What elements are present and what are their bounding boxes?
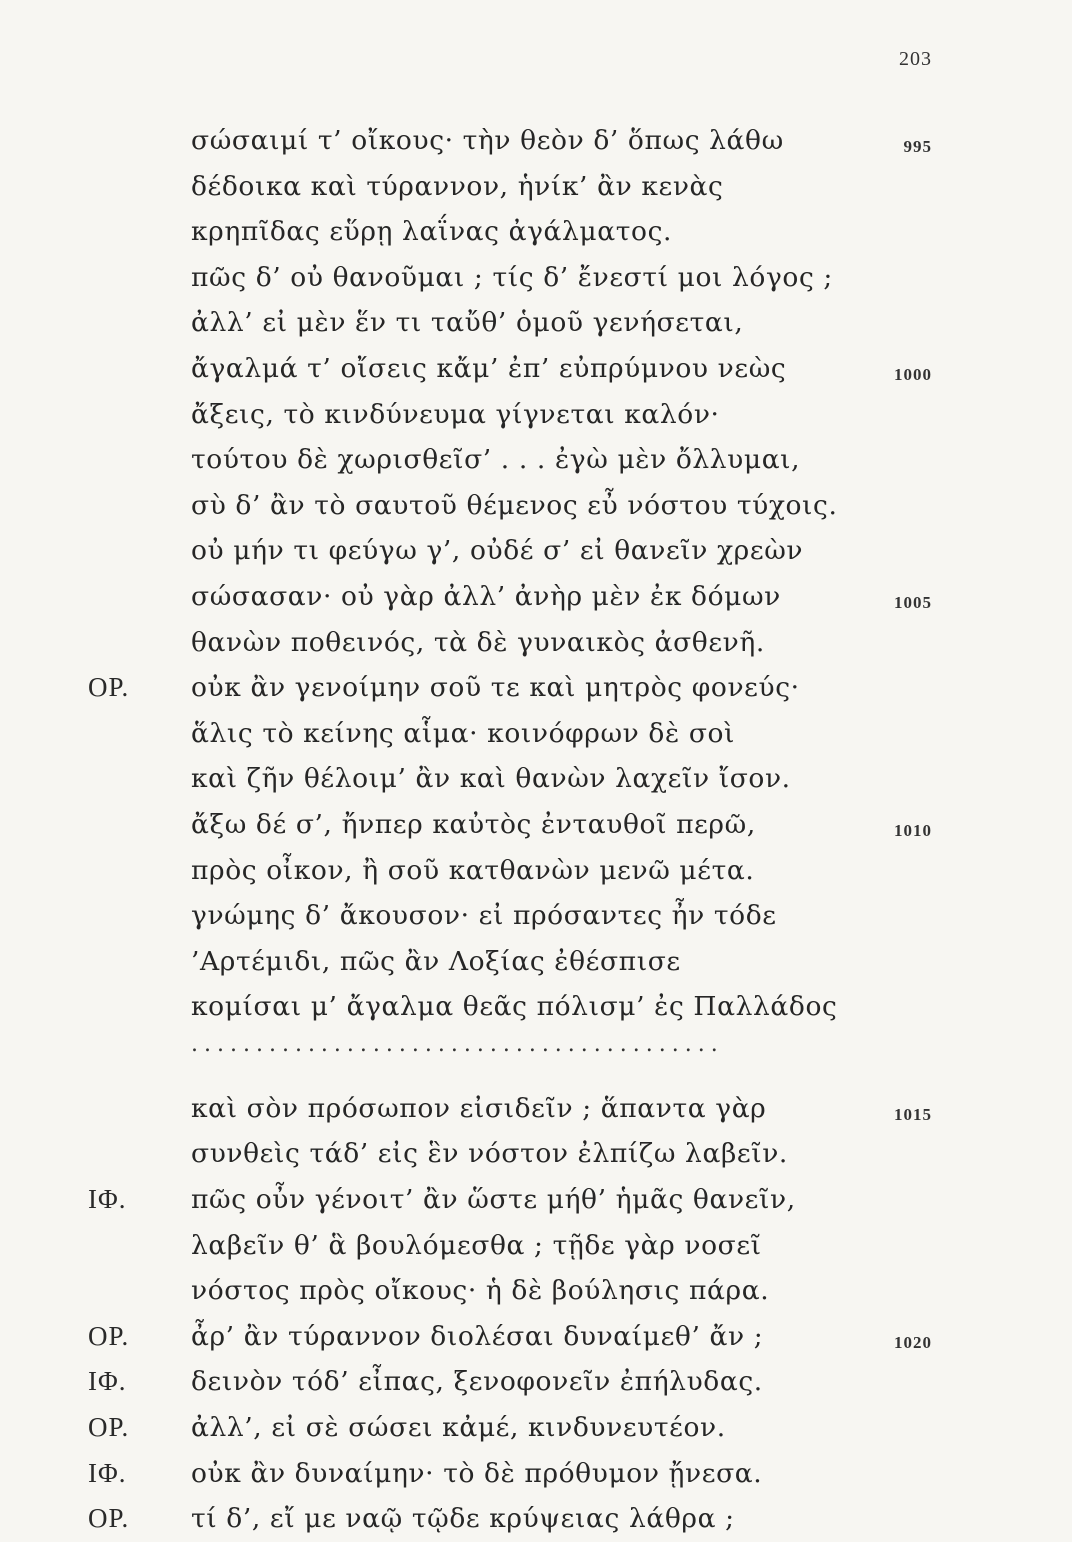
- verse-line-text: οὐ μήν τι φεύγω γ’, οὐδέ σ’ εἰ θανεῖν χρεὼν: [191, 535, 804, 567]
- verse-line-text: ἀλλ’, εἰ σὲ σώσει κἀμέ, κινδυνευτέον.: [191, 1412, 726, 1444]
- verse-line: [0, 665, 1072, 711]
- speaker-label: ΟΡ.: [88, 1412, 130, 1443]
- lacuna-dots: .........................................: [191, 1031, 724, 1057]
- verse-line: [0, 620, 1072, 666]
- verse-line-text: ἆρ’ ἂν τύραννον διολέσαι δυναίμεθ’ ἄν ;: [191, 1320, 764, 1352]
- verse-line-text: λαβεῖν θ’ ἃ βουλόμεσθα ; τῇδε γὰρ νοσεῖ: [191, 1229, 762, 1261]
- speaker-label: ΟΡ.: [88, 672, 130, 703]
- verse-line: [0, 1086, 1072, 1132]
- line-number: 1020: [894, 1332, 932, 1352]
- line-number: 1015: [894, 1104, 932, 1124]
- verse-line: [0, 209, 1072, 255]
- verse-line-text: σώσαιμί τ’ οἴκους· τὴν θεὸν δ’ ὅπως λάθω: [191, 125, 784, 156]
- verse-line-text: θανὼν ποθεινός, τὰ δὲ γυναικὸς ἀσθενῆ.: [191, 626, 765, 658]
- speaker-label: ΟΡ.: [88, 1320, 130, 1351]
- verse-line-text: νόστος πρὸς οἴκους· ἡ δὲ βούλησις πάρα.: [191, 1275, 770, 1307]
- verse-line: [0, 802, 1072, 848]
- verse-line: [0, 1359, 1072, 1405]
- verse-line: [0, 893, 1072, 939]
- verse-line: [0, 1314, 1072, 1360]
- verse-text: [0, 118, 1072, 1542]
- verse-line: [0, 164, 1072, 210]
- verse-line-text: ’Αρτέμιδι, πῶς ἂν Λοξίας ἐθέσπισε: [191, 945, 681, 977]
- verse-line: [0, 255, 1072, 301]
- speaker-label: ΙΦ.: [88, 1184, 127, 1215]
- verse-line: [0, 1496, 1072, 1542]
- verse-line-text: πῶς οὖν γένοιτ’ ἂν ὥστε μήθ’ ἡμᾶς θανεῖν,: [191, 1184, 796, 1216]
- page-number: 203: [899, 48, 932, 70]
- verse-line-text: σὺ δ’ ἂν τὸ σαυτοῦ θέμενος εὖ νόστου τύχοις.: [191, 489, 838, 521]
- speaker-label: ΙΦ.: [88, 1366, 127, 1397]
- line-number: 1010: [894, 820, 932, 840]
- line-number: 1000: [894, 364, 932, 384]
- verse-line: [0, 300, 1072, 346]
- verse-line: [0, 939, 1072, 985]
- verse-line: [0, 984, 1072, 1030]
- verse-line: [0, 483, 1072, 529]
- verse-line-text: καὶ σὸν πρόσωπον εἰσιδεῖν ; ἅπαντα γὰρ: [191, 1092, 767, 1124]
- verse-line-text: τούτου δὲ χωρισθεῖσ’ . . . ἐγὼ μὲν ὄλλυμαι,: [191, 444, 801, 476]
- verse-line-text: ἄγαλμά τ’ οἴσεις κἄμ’ ἐπ’ εὐπρύμνου νεὼς: [191, 352, 787, 384]
- verse-line-text: καὶ ζῆν θέλοιμ’ ἂν καὶ θανὼν λαχεῖν ἴσον.: [191, 763, 791, 795]
- line-number: 1005: [894, 592, 932, 612]
- verse-line: [0, 1177, 1072, 1223]
- verse-line: [0, 574, 1072, 620]
- verse-line: [0, 1131, 1072, 1177]
- verse-line: [0, 756, 1072, 802]
- speaker-label: ΟΡ.: [88, 1503, 130, 1534]
- verse-line-text: ἅλις τὸ κείνης αἷμα· κοινόφρων δὲ σοὶ: [191, 717, 736, 749]
- verse-line-text: πῶς δ’ οὐ θανοῦμαι ; τίς δ’ ἔνεστί μοι λόγος ;: [191, 261, 833, 293]
- speaker-label: ΙΦ.: [88, 1457, 127, 1488]
- verse-line: [0, 1451, 1072, 1497]
- line-number: 995: [903, 137, 932, 156]
- verse-line: [0, 346, 1072, 392]
- lacuna-row: [0, 1030, 1072, 1072]
- verse-line-text: γνώμης δ’ ἄκουσον· εἰ πρόσαντες ἦν τόδε: [191, 900, 777, 932]
- verse-line-text: πρὸς οἶκον, ἢ σοῦ κατθανὼν μενῶ μέτα.: [191, 854, 755, 886]
- verse-line-text: συνθεὶς τάδ’ εἰς ἓν νόστον ἐλπίζω λαβεῖν.: [191, 1138, 788, 1170]
- verse-line-text: κρηπῖδας εὕρῃ λαΐνας ἀγάλματος.: [191, 216, 673, 248]
- verse-line-text: ἄξεις, τὸ κινδύνευμα γίγνεται καλόν·: [191, 398, 720, 430]
- verse-line: [0, 392, 1072, 438]
- verse-line-text: ἄξω δέ σ’, ἤνπερ καὐτὸς ἐνταυθοῖ περῶ,: [191, 808, 756, 840]
- verse-line-text: κομίσαι μ’ ἄγαλμα θεᾶς πόλισμ’ ἐς Παλλάδος: [191, 991, 838, 1023]
- verse-line: [0, 711, 1072, 757]
- verse-line: [0, 528, 1072, 574]
- verse-line-text: δέδοικα καὶ τύραννον, ἡνίκ’ ἂν κενὰς: [191, 170, 724, 202]
- verse-line: [0, 848, 1072, 894]
- verse-line: [0, 1405, 1072, 1451]
- verse-line-text: τί δ’, εἴ με ναῷ τῷδε κρύψειας λάθρα ;: [191, 1503, 735, 1535]
- verse-line: [0, 437, 1072, 483]
- verse-line-text: οὐκ ἂν γενοίμην σοῦ τε καὶ μητρὸς φονεύς·: [191, 672, 800, 704]
- verse-line: [0, 1268, 1072, 1314]
- verse-line: [0, 1223, 1072, 1269]
- verse-line-text: οὐκ ἂν δυναίμην· τὸ δὲ πρόθυμον ᾔνεσα.: [191, 1457, 763, 1489]
- verse-line-text: σώσασαν· οὐ γὰρ ἀλλ’ ἀνὴρ μὲν ἐκ δόμων: [191, 580, 781, 612]
- verse-line: [0, 118, 1072, 164]
- verse-line-text: δεινὸν τόδ’ εἶπας, ξενοφονεῖν ἐπήλυδας.: [191, 1366, 763, 1398]
- verse-line-text: ἀλλ’ εἰ μὲν ἕν τι ταὔθ’ ὁμοῦ γενήσεται,: [191, 307, 744, 339]
